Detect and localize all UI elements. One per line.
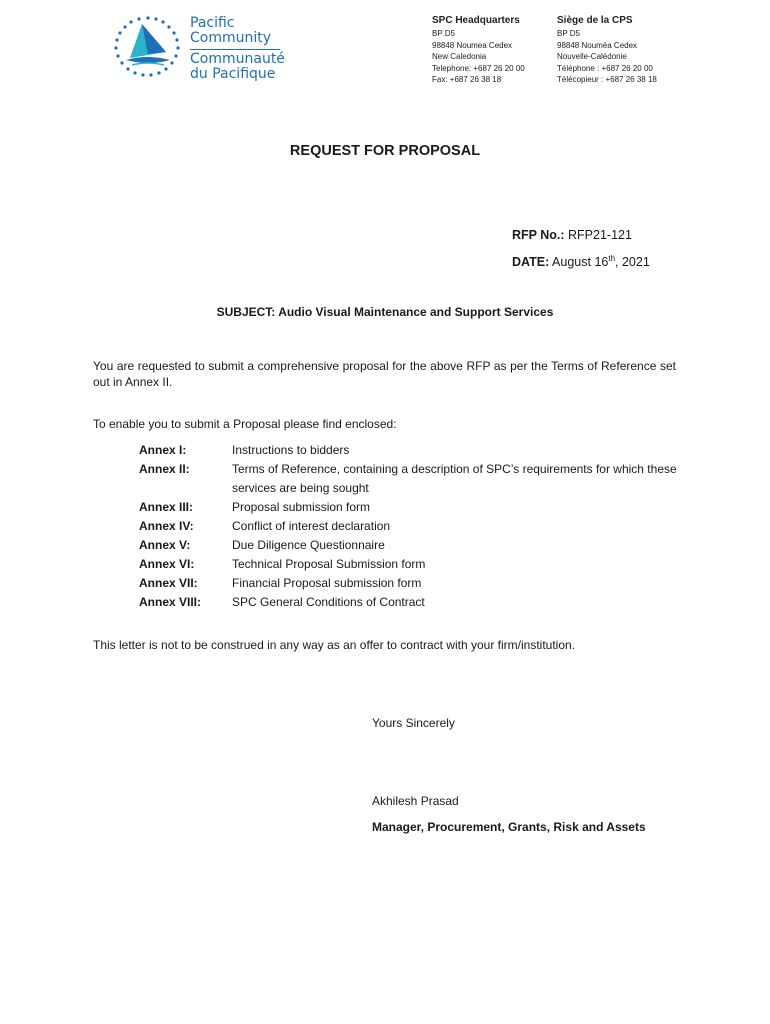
annex-row — [139, 460, 682, 498]
annex-row — [139, 593, 682, 612]
annex-row — [139, 517, 682, 536]
annex-value: Financial Proposal submission form — [232, 576, 422, 590]
hq-line1: BP D5 — [432, 29, 455, 38]
fr-heading: Siège de la CPS — [557, 15, 633, 26]
pacific-community-logo-icon — [112, 14, 184, 80]
annex-row — [139, 441, 682, 460]
annex-key: Annex III: — [139, 500, 194, 514]
fr-phone: Téléphone : +687 26 20 00 — [557, 63, 653, 73]
rfp-value: RFP21-121 — [564, 228, 632, 242]
signer-title: Manager, Procurement, Grants, Risk and Assets — [372, 820, 646, 834]
fr-address — [557, 14, 657, 86]
org-name-fr-line1: Communauté — [190, 51, 285, 67]
org-name-en-line1: Pacific — [190, 15, 235, 31]
annex-key: Annex VII: — [139, 576, 198, 590]
annex-key: Annex IV: — [139, 519, 194, 533]
fr-line2: 98848 Nouméa Cedex — [557, 40, 638, 50]
org-name — [190, 16, 285, 82]
annex-value: SPC General Conditions of Contract — [232, 595, 425, 609]
hq-line2: 98848 Noumea Cedex — [432, 40, 513, 50]
hq-phone: Telephone: +687 26 20 00 — [432, 63, 525, 73]
document-title: REQUEST FOR PROPOSAL — [289, 143, 481, 159]
annex-row — [139, 574, 682, 593]
enclosed-paragraph: To enable you to submit a Proposal please find enclosed: — [93, 417, 397, 431]
annex-row — [139, 536, 682, 555]
annex-value: Instructions to bidders — [232, 443, 350, 457]
fr-fax: Télécopieur : +687 26 38 18 — [557, 75, 657, 84]
hq-fax: Fax: +687 26 38 18 — [432, 75, 502, 84]
date-value-post: , 2021 — [615, 255, 650, 270]
fr-line1: BP D5 — [557, 29, 580, 38]
document-date — [512, 254, 650, 269]
annex-value: Due Diligence Questionnaire — [232, 538, 385, 552]
annex-key: Annex VI: — [139, 557, 195, 571]
annex-row — [139, 498, 682, 517]
hq-heading: SPC Headquarters — [432, 15, 520, 26]
closing-salutation: Yours Sincerely — [372, 716, 455, 730]
fr-line3: Nouvelle-Calédonie — [557, 52, 627, 61]
org-name-fr-line2: du Pacifique — [190, 66, 276, 82]
org-name-en-line2: Community — [190, 30, 272, 46]
subject-line: SUBJECT: Audio Visual Maintenance and Support Services — [216, 305, 554, 319]
rfp-label: RFP No.: — [512, 228, 565, 242]
annex-key: Annex II: — [139, 462, 190, 476]
annex-value: Terms of Reference, containing a description of SPC’s requirements for which these services are being sought — [232, 462, 677, 495]
date-value-pre: August 16 — [549, 255, 609, 270]
annex-key: Annex V: — [139, 538, 191, 552]
hq-address — [432, 14, 525, 86]
annex-key: Annex VIII: — [139, 595, 202, 609]
signer-name: Akhilesh Prasad — [372, 794, 459, 808]
hq-line3: New Caledonia — [432, 52, 487, 61]
rfp-number — [512, 228, 632, 242]
intro-paragraph: You are requested to submit a comprehensive proposal for the above RFP as per the Terms of Reference set out in Annex II. — [93, 359, 676, 389]
annex-value: Proposal submission form — [232, 500, 371, 514]
disclaimer-paragraph: This letter is not to be construed in any way as an offer to contract with your firm/institution. — [93, 638, 576, 652]
annex-key: Annex I: — [139, 443, 187, 457]
org-name-divider — [190, 49, 280, 50]
date-sup: th — [608, 254, 616, 263]
date-label: DATE: — [512, 255, 550, 270]
annex-row — [139, 555, 682, 574]
annex-list — [139, 441, 682, 612]
annex-value: Conflict of interest declaration — [232, 519, 391, 533]
annex-value: Technical Proposal Submission form — [232, 557, 426, 571]
